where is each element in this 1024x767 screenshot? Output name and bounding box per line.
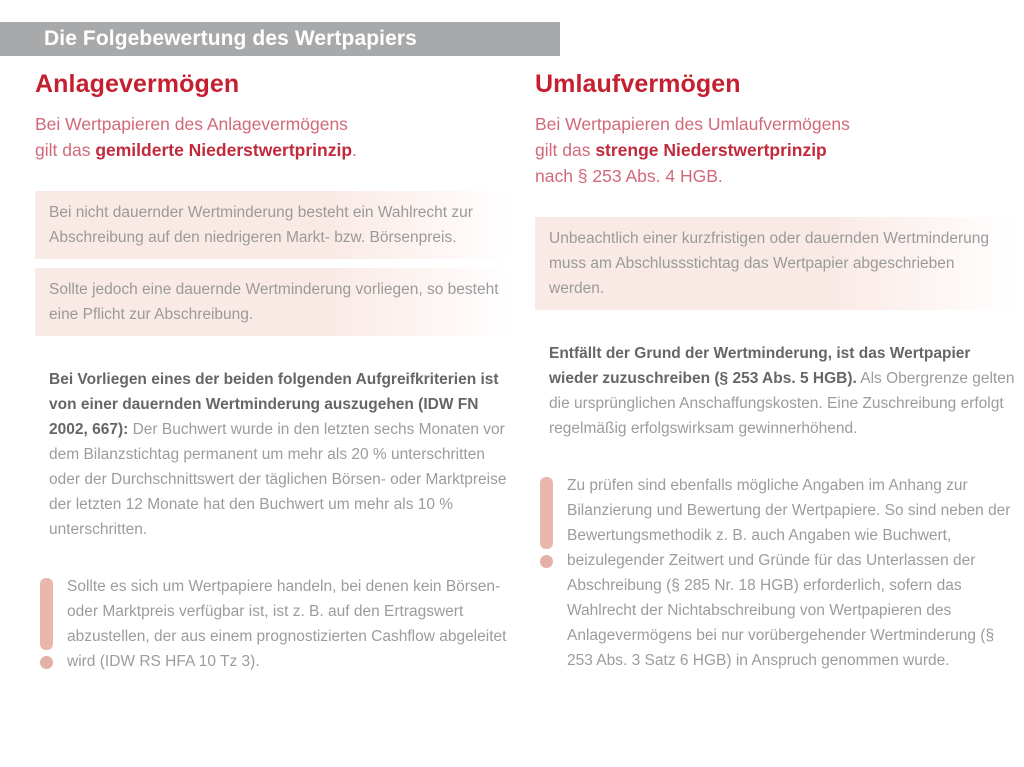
right-spacer-2 xyxy=(535,319,1015,341)
left-intro-line-2-bold: gemilderte Niederstwertprinzip xyxy=(95,140,353,160)
column-anlagevermoegen xyxy=(35,70,510,684)
right-column-heading: Umlaufvermögen xyxy=(535,70,741,98)
right-zuschreibung-bold: Entfällt der Grund der Wertminderung, ist das Wertpapier wieder zuzuschreiben (§ 253 Abs. 5 HGB). xyxy=(549,345,971,387)
left-criteria-body: Der Buchwert wurde in den letzten sechs Monaten vor dem Bilanzstichtag permanent um mehr als 20 % unterschritten oder der Durchschnittswert der täglichen Börsen- oder Marktpreise der letzten 12 Monate hat den Buchwert um mehr als 10 % unterschritten. xyxy=(49,421,507,538)
left-spacer-1 xyxy=(35,179,510,191)
content-columns xyxy=(0,70,1024,760)
left-column-heading: Anlagevermögen xyxy=(35,70,240,98)
right-intro-line-3: nach § 253 Abs. 4 HGB. xyxy=(535,166,723,186)
exclamation-mark-icon xyxy=(540,477,553,570)
right-intro-paragraph xyxy=(535,111,1015,189)
exclamation-dot xyxy=(540,555,553,568)
right-highlight-box-1: Unbeachtlich einer kurzfristigen oder dauernden Wertminderung muss am Abschlussstichtag das Wertpapier abgeschrieben werden. xyxy=(535,217,1015,310)
left-spacer-2 xyxy=(35,345,510,367)
left-note-block xyxy=(35,574,510,674)
right-intro-line-1: Bei Wertpapieren des Umlaufvermögens xyxy=(535,114,850,134)
exclamation-bar xyxy=(540,477,553,549)
left-spacer-3 xyxy=(35,552,510,574)
right-zuschreibung-paragraph xyxy=(535,341,1015,441)
slide-title-bar xyxy=(0,22,560,56)
right-note-block xyxy=(535,473,1015,673)
left-intro-paragraph xyxy=(35,111,510,163)
right-note-text: Zu prüfen sind ebenfalls mögliche Angaben im Anhang zur Bilanzierung und Bewertung der Wertpapiere. So sind neben der Bewertungsmethodik z. B. auch Angaben wie Buchwert, beizulegender Zeitwert und Gründe für das Unterlassen der Abschreibung (§ 285 Nr. 18 HGB) erforderlich, sofern das Wahlrecht der Nichtabschreibung von Wertpapieren des Anlagevermögens bei nur vorübergehender Wertminderung (§ 253 Abs. 3 Satz 6 HGB) in Anspruch genommen wurde. xyxy=(567,477,1011,669)
exclamation-bar xyxy=(40,578,53,650)
page-title: Die Folgebewertung des Wertpapiers xyxy=(44,27,417,50)
right-spacer-1 xyxy=(535,205,1015,217)
right-zuschreibung-body: Als Obergrenze gelten die ursprünglichen Anschaffungskosten. Eine Zuschreibung erfolgt regelmäßig erfolgswirksam gewinnerhöhend. xyxy=(549,370,1015,437)
left-intro-line-2-tail: . xyxy=(352,140,357,160)
right-spacer-3 xyxy=(535,451,1015,473)
left-intro-line-2-plain: gilt das xyxy=(35,140,96,160)
exclamation-dot xyxy=(40,656,53,669)
right-intro-line-2-bold: strenge Niederstwertprinzip xyxy=(595,140,827,160)
exclamation-mark-icon xyxy=(40,578,53,671)
right-intro-line-2-plain: gilt das xyxy=(535,140,596,160)
left-intro-line-1: Bei Wertpapieren des Anlagevermögens xyxy=(35,114,348,134)
left-highlight-box-1: Bei nicht dauernder Wertminderung besteht ein Wahlrecht zur Abschreibung auf den niedrigeren Markt- bzw. Börsenpreis. xyxy=(35,191,510,259)
left-criteria-paragraph xyxy=(35,367,510,542)
left-criteria-bold: Bei Vorliegen eines der beiden folgenden Aufgreifkriterien ist von einer dauernden Wertminderung auszugehen (IDW FN 2002, 667): xyxy=(49,371,499,438)
column-umlaufvermoegen xyxy=(535,70,1015,683)
left-note-text: Sollte es sich um Wertpapiere handeln, bei denen kein Börsen- oder Marktpreis verfügbar ist, ist z. B. auf den Ertragswert abzustellen, der aus einem prognostizierten Cashflow abgeleitet wird (IDW RS HFA 10 Tz 3). xyxy=(67,578,507,670)
left-highlight-box-2: Sollte jedoch eine dauernde Wertminderung vorliegen, so besteht eine Pflicht zur Abschreibung. xyxy=(35,268,510,336)
